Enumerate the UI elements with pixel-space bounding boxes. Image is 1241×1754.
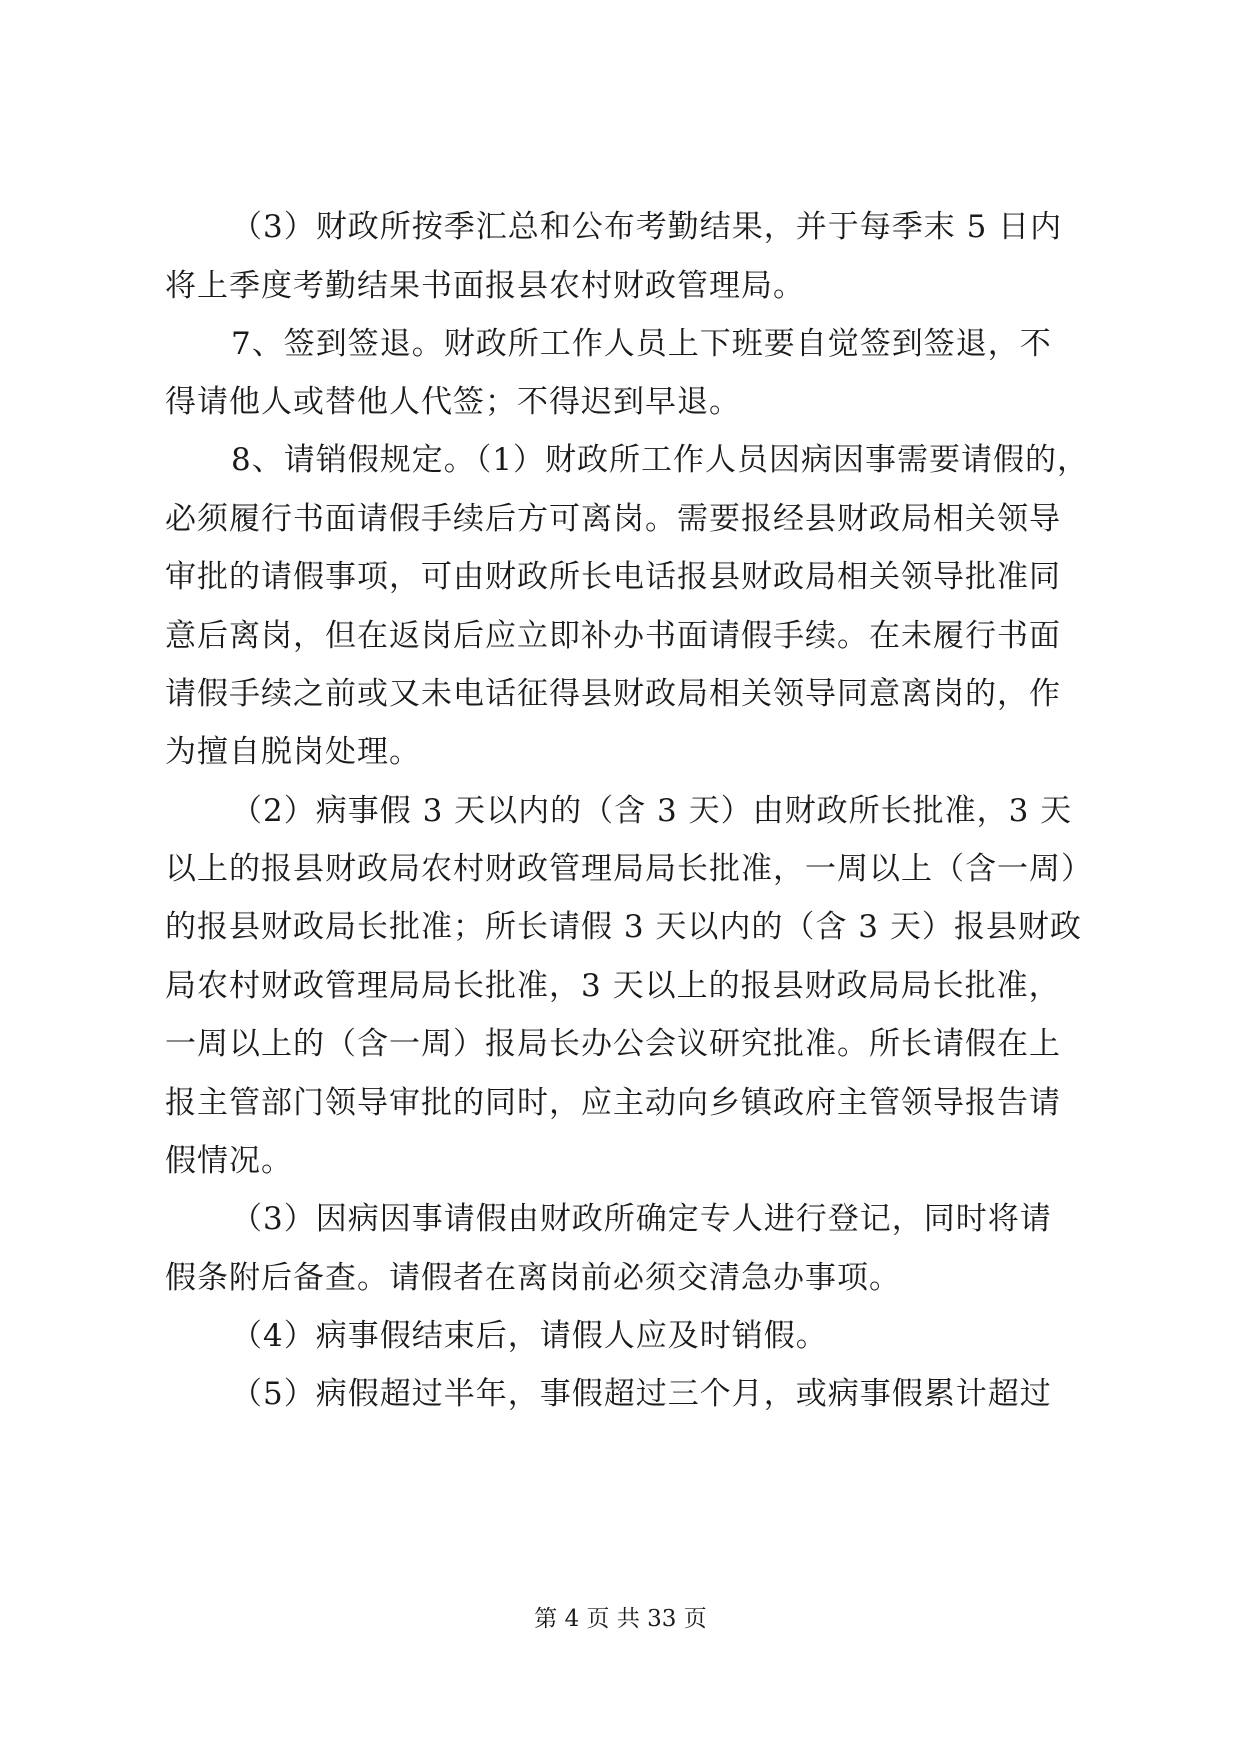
paragraph-line: 8、请销假规定。（1）财政所工作人员因病因事需要请假的， (231, 442, 1089, 478)
paragraph-line: 为擅自脱岗处理。 (165, 734, 421, 770)
paragraph-line: （4）病事假结束后，请假人应及时销假。 (231, 1318, 828, 1354)
paragraph-line: 局农村财政管理局局长批准，3 天以上的报县财政局局长批准， (165, 968, 1061, 1004)
paragraph-line: 报主管部门领导审批的同时，应主动向乡镇政府主管领导报告请 (165, 1085, 1061, 1121)
paragraph-line: （3）财政所按季汇总和公布考勤结果，并于每季末 5 日内 (231, 209, 1063, 245)
paragraph-line: 以上的报县财政局农村财政管理局局长批准，一周以上（含一周） (165, 851, 1093, 887)
paragraph-line: 得请他人或替他人代签；不得迟到早退。 (165, 384, 741, 420)
paragraph-line: 假情况。 (165, 1143, 293, 1179)
paragraph-line: （2）病事假 3 天以内的（含 3 天）由财政所长批准，3 天 (231, 793, 1073, 829)
paragraph-line: （3）因病因事请假由财政所确定专人进行登记，同时将请 (231, 1201, 1052, 1237)
paragraph-line: 7、签到签退。财政所工作人员上下班要自觉签到签退，不 (231, 326, 1052, 362)
paragraph-line: 的报县财政局长批准；所长请假 3 天以内的（含 3 天）报县财政 (165, 909, 1082, 945)
paragraph-line: 将上季度考勤结果书面报县农村财政管理局。 (165, 268, 805, 304)
paragraph-line: 意后离岗，但在返岗后应立即补办书面请假手续。在未履行书面 (165, 618, 1061, 654)
paragraph-line: 假条附后备查。请假者在离岗前必须交清急办事项。 (165, 1260, 901, 1296)
paragraph-line: 一周以上的（含一周）报局长办公会议研究批准。所长请假在上 (165, 1026, 1061, 1062)
paragraph-line: 请假手续之前或又未电话征得县财政局相关领导同意离岗的，作 (165, 676, 1061, 712)
paragraph-line: （5）病假超过半年，事假超过三个月，或病事假累计超过 (231, 1376, 1052, 1412)
page-footer: 第 4 页 共 33 页 (534, 1606, 707, 1632)
paragraph-line: 必须履行书面请假手续后方可离岗。需要报经县财政局相关领导 (165, 501, 1061, 537)
paragraph-line: 审批的请假事项，可由财政所长电话报县财政局相关领导批准同 (165, 559, 1061, 595)
